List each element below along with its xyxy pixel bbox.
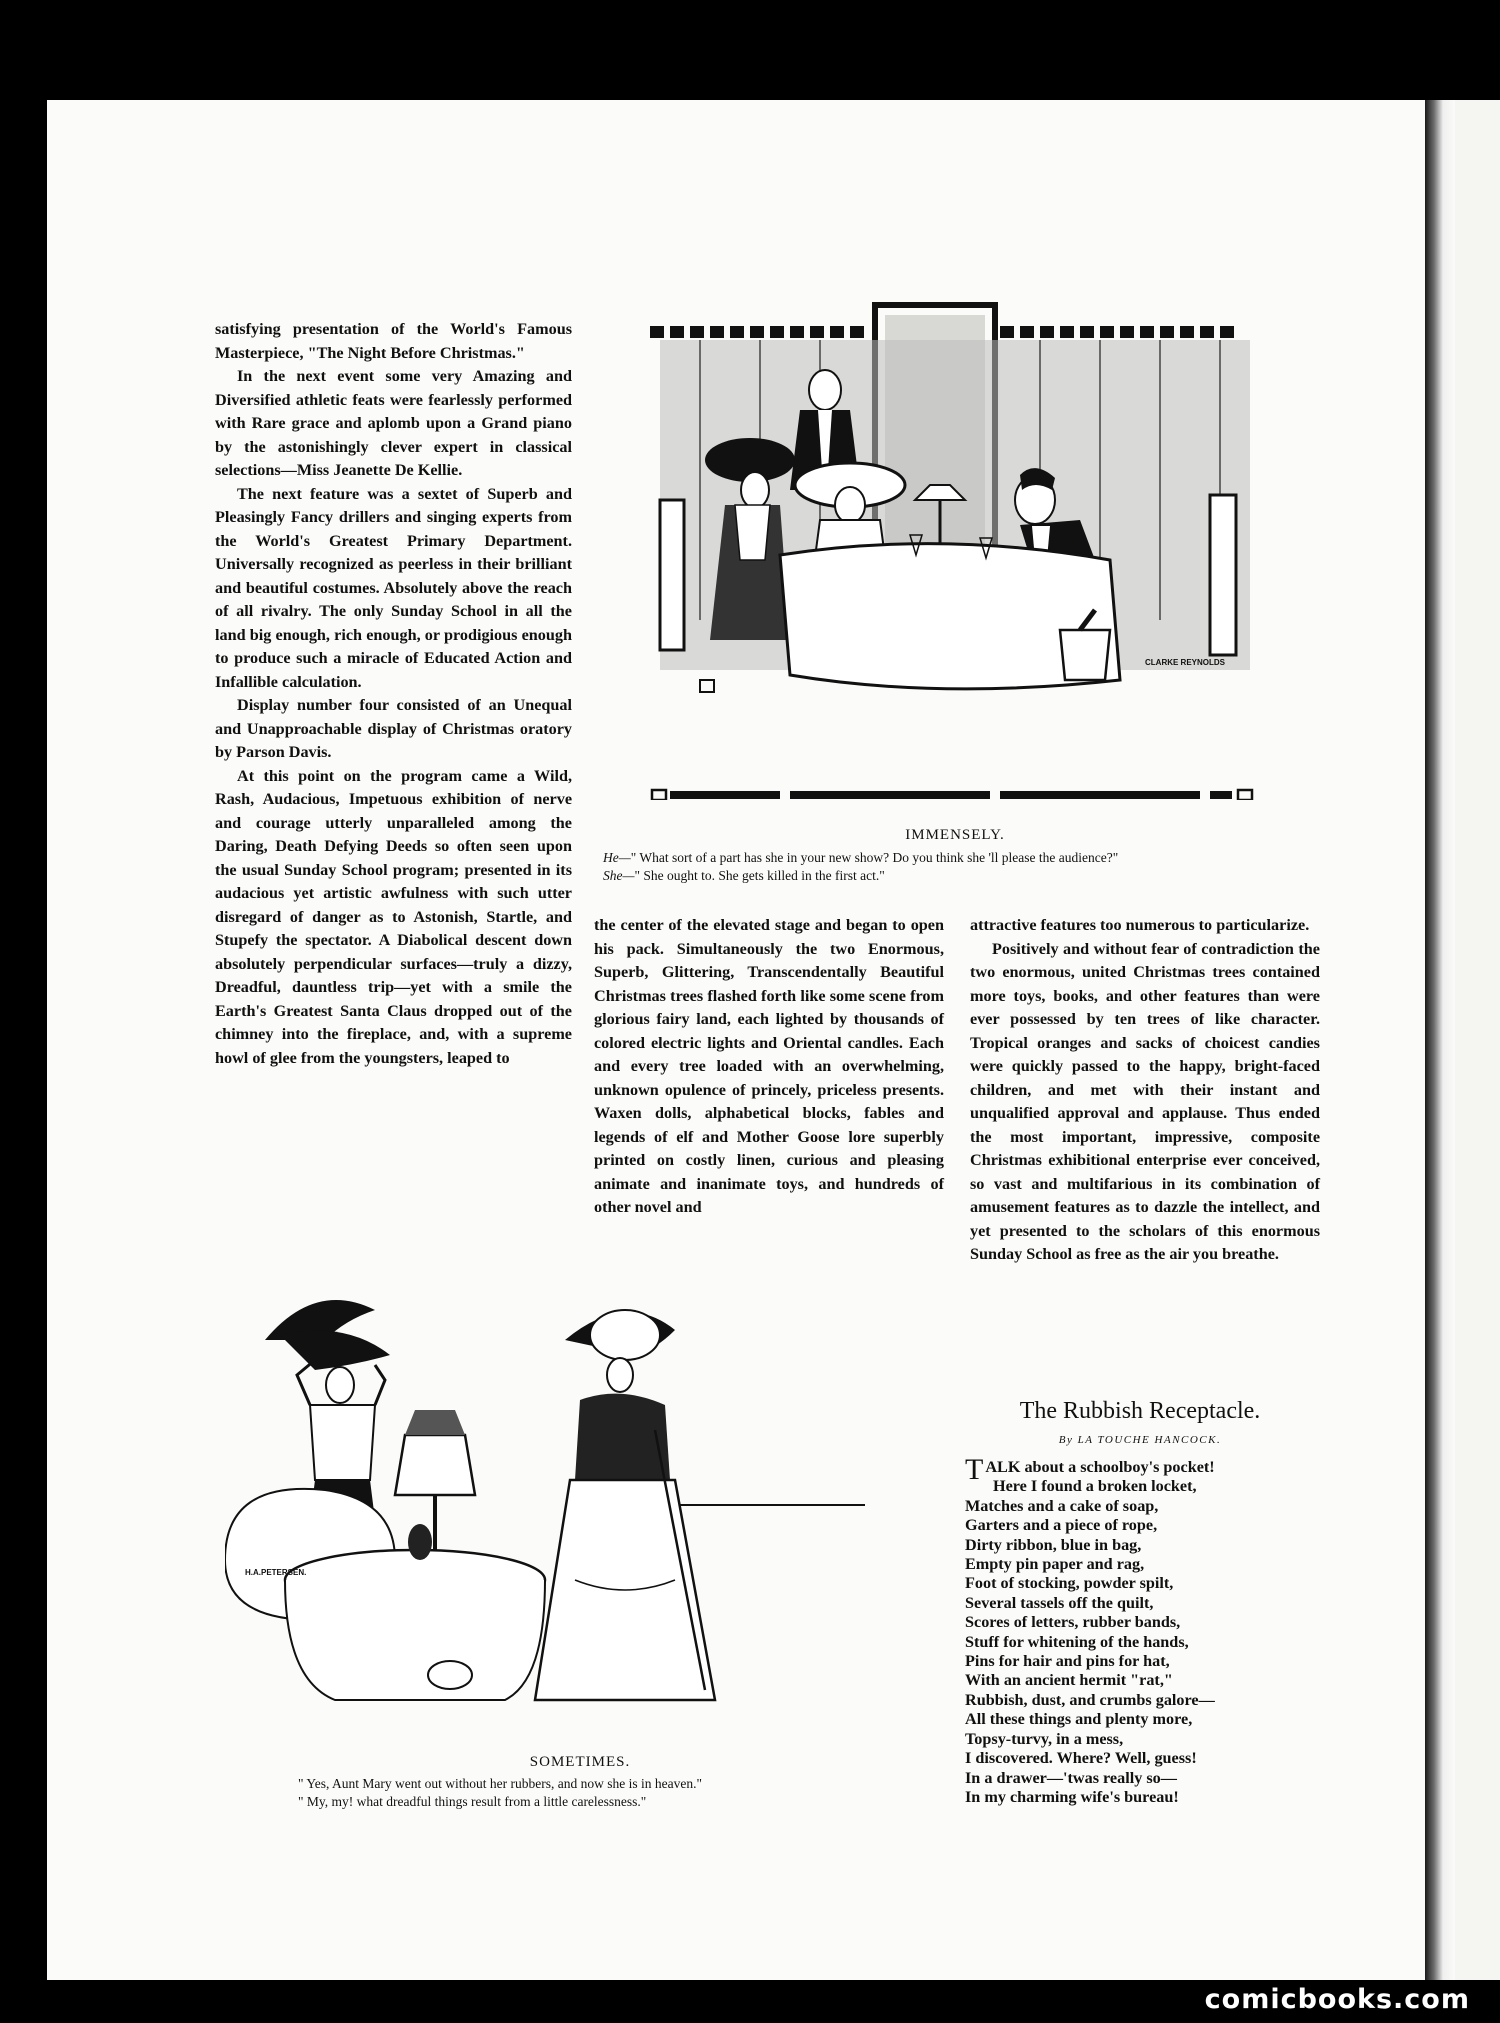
poem-line: Here I found a broken locket,	[993, 1477, 1197, 1496]
poem-line: Scores of letters, rubber bands,	[965, 1613, 1181, 1632]
column-1	[215, 318, 572, 1070]
poem-line: Topsy-turvy, in a mess,	[965, 1729, 1124, 1748]
poem-line: Garters and a piece of rope,	[965, 1516, 1158, 1535]
drop-cap: T	[965, 1453, 984, 1486]
poem-line: Dirty ribbon, blue in bag,	[965, 1535, 1142, 1554]
poem-line: TALK about a schoolboy's pocket!	[965, 1453, 1215, 1486]
speaker-he: He—	[603, 850, 631, 865]
paragraph: satisfying presentation of the World's Famous Masterpiece, "The Night Before Christmas."	[215, 320, 572, 362]
cartoon-immensely-line-1	[603, 849, 1323, 866]
poem-line: In a drawer—'twas really so—	[965, 1768, 1177, 1787]
paragraph: In the next event some very Amazing and Diversified athletic feats were fearlessly performed with Rare grace and aplomb upon a Grand piano by the astonishingly clever expert in classical selections—Miss Jeanette De Kellie.	[215, 367, 572, 479]
paragraph: the center of the elevated stage and began to open his pack. Simultaneously the two Enormous, Superb, Glittering, Transcendentally Beautiful Christmas trees flashed forth like some scene from glorious fairy land, each lighted by thousands of colored electric lights and Oriental candles. Each and every tree loaded with an overwhelming, unknown opulence of princely, priceless presents. Waxen dolls, alphabetical blocks, fables and legends of elf and Mother Goose lore superbly printed on costly linen, curious and pleasing animate and inanimate toys, and hundreds of other novel and	[594, 916, 944, 1216]
cartoon-sometimes-title: SOMETIMES.	[529, 1754, 631, 1770]
cartoon-immensely-illustration	[640, 300, 1270, 800]
facing-page-edge	[1455, 100, 1500, 1980]
poem-title: The Rubbish Receptacle.	[1019, 1398, 1261, 1424]
poem-body	[965, 1453, 1325, 1807]
poem-line: Several tassels off the quilt,	[965, 1593, 1154, 1612]
cartoon-signature: H.A.PETERSEN.	[245, 1568, 307, 1577]
dialogue: " She ought to. She gets killed in the first act."	[634, 868, 885, 883]
poem-line: I discovered. Where? Well, guess!	[965, 1749, 1197, 1768]
paragraph: At this point on the program came a Wild, Rash, Audacious, Impetuous exhibition of nerve and courage utterly unparalleled among the Daring, Death Defying Deeds so often seen upon the usual Sunday School program; presented in its audacious yet artistic awfulness with such utter disregard of danger as to Astonish, Startle, and Stupefy the spectator. A Diabolical descent down absolutely perpendicular surfaces—truly a dizzy, Dreadful, dauntless trip—yet with a smile the Earth's Greatest Santa Claus dropped out of the chimney into the fireplace, and, with a supreme howl of glee from the youngsters, leaped to	[215, 766, 572, 1067]
poem-line: Rubbish, dust, and crumbs galore—	[965, 1690, 1215, 1709]
column-3	[970, 914, 1320, 1267]
poem-line: All these things and plenty more,	[965, 1710, 1193, 1729]
speaker-she: She—	[603, 868, 635, 883]
poem-line: Foot of stocking, powder spilt,	[965, 1574, 1174, 1593]
poem-line: Pins for hair and pins for hat,	[965, 1652, 1170, 1671]
watermark: comicbooks.com	[1204, 1984, 1470, 2015]
poem-line: Empty pin paper and rag,	[965, 1555, 1145, 1574]
poem-byline: By LA TOUCHE HANCOCK.	[1058, 1434, 1222, 1446]
cartoon-signature: CLARKE REYNOLDS	[1145, 658, 1226, 667]
cartoon-immensely-title: IMMENSELY.	[905, 827, 1005, 843]
cartoon-sometimes-line-1: " Yes, Aunt Mary went out without her rubbers, and now she is in heaven."	[298, 1776, 702, 1791]
cartoon-sometimes-illustration	[225, 1280, 885, 1740]
paragraph: attractive features too numerous to particularize.	[970, 916, 1310, 934]
poem-line: Stuff for whitening of the hands,	[965, 1632, 1189, 1651]
poem-line: Matches and a cake of soap,	[965, 1496, 1159, 1515]
page-spine	[1425, 100, 1455, 1980]
paragraph: Display number four consisted of an Unequal and Unapproachable display of Christmas oratory by Parson Davis.	[215, 696, 572, 761]
paragraph: Positively and without fear of contradiction the two enormous, united Christmas trees contained more toys, books, and other features than were ever possessed by ten trees of like character. Tropical oranges and sacks of choicest candies were quickly passed to the happy, bright-faced children, and met with their instant and unqualified approval and applause. Thus ended the most important, impressive, composite Christmas exhibitional enterprise ever conceived, so vast and multifarious in its combination of amusement features as to dazzle the intellect, and yet presented to the scholars of this enormous Sunday School as free as the air you breathe.	[970, 939, 1320, 1263]
cartoon-sometimes-line-2: " My, my! what dreadful things result from a little carelessness."	[298, 1794, 647, 1809]
poem-line: With an ancient hermit "rat,"	[965, 1671, 1173, 1690]
paragraph: The next feature was a sextet of Superb and Pleasingly Fancy drillers and singing experts from the World's Greatest Primary Department. Universally recognized as peerless in their brilliant and beautiful costumes. Absolutely above the reach of all rivalry. The only Sunday School in all the land big enough, rich enough, or prodigious enough to produce such a miracle of Educated Action and Infallible calculation.	[215, 484, 572, 691]
column-2	[594, 914, 944, 1220]
poem-line: In my charming wife's bureau!	[965, 1787, 1179, 1806]
dialogue: " What sort of a part has she in your new show? Do you think she 'll please the audience?"	[630, 850, 1119, 865]
cartoon-immensely-line-2	[603, 867, 1323, 884]
